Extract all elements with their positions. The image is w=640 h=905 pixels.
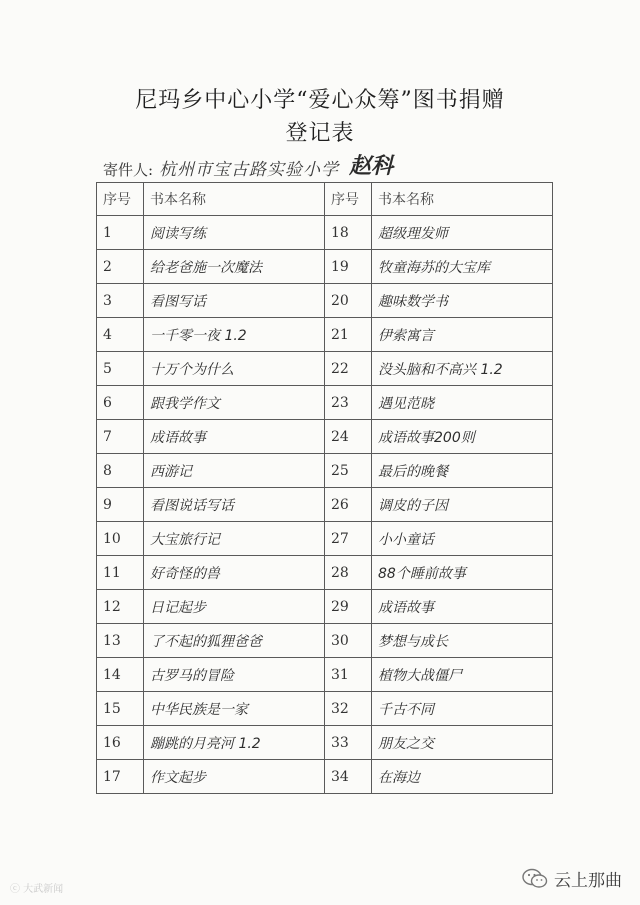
table-row	[97, 250, 553, 284]
row-number-left: 11	[97, 556, 144, 590]
wechat-icon	[522, 868, 548, 890]
row-number-right: 31	[325, 658, 372, 692]
row-number-right: 29	[325, 590, 372, 624]
book-title-right: 遇见范晓	[372, 386, 553, 420]
row-number-right: 27	[325, 522, 372, 556]
row-number-left: 14	[97, 658, 144, 692]
watermark-right	[522, 866, 622, 891]
table-row	[97, 522, 553, 556]
book-title-right: 在海边	[372, 760, 553, 794]
header-no-left: 序号	[97, 183, 144, 216]
book-title-left: 好奇怪的兽	[144, 556, 325, 590]
row-number-right: 34	[325, 760, 372, 794]
row-number-left: 3	[97, 284, 144, 318]
table-row	[97, 488, 553, 522]
row-number-left: 6	[97, 386, 144, 420]
sender-name: 赵科	[349, 154, 394, 179]
book-title-right: 梦想与成长	[372, 624, 553, 658]
table-row	[97, 386, 553, 420]
row-number-left: 16	[97, 726, 144, 760]
book-title-left: 中华民族是一家	[144, 692, 325, 726]
row-number-right: 19	[325, 250, 372, 284]
book-title-right: 朋友之交	[372, 726, 553, 760]
book-title-right: 最后的晚餐	[372, 454, 553, 488]
row-number-right: 20	[325, 284, 372, 318]
row-number-right: 32	[325, 692, 372, 726]
table-row	[97, 216, 553, 250]
book-title-left: 西游记	[144, 454, 325, 488]
book-title-left: 跟我学作文	[144, 386, 325, 420]
row-number-right: 26	[325, 488, 372, 522]
table-row	[97, 692, 553, 726]
book-title-right: 成语故事200则	[372, 420, 553, 454]
book-title-left: 给老爸施一次魔法	[144, 250, 325, 284]
table-header-row	[97, 183, 553, 216]
row-number-right: 23	[325, 386, 372, 420]
row-number-left: 15	[97, 692, 144, 726]
table-row	[97, 420, 553, 454]
book-title-right: 成语故事	[372, 590, 553, 624]
book-title-left: 古罗马的冒险	[144, 658, 325, 692]
book-title-right: 千古不同	[372, 692, 553, 726]
sender-label: 寄件人:	[103, 161, 154, 179]
table-row	[97, 284, 553, 318]
sender-line	[103, 152, 623, 180]
form-title: 尼玛乡中心小学“爱心众筹”图书捐赠	[135, 88, 505, 113]
table-row	[97, 454, 553, 488]
row-number-right: 22	[325, 352, 372, 386]
row-number-left: 8	[97, 454, 144, 488]
book-title-left: 了不起的狐狸爸爸	[144, 624, 325, 658]
table-row	[97, 624, 553, 658]
book-title-left: 作文起步	[144, 760, 325, 794]
book-title-right: 牧童海苏的大宝库	[372, 250, 553, 284]
row-number-left: 5	[97, 352, 144, 386]
table-row	[97, 318, 553, 352]
row-number-right: 25	[325, 454, 372, 488]
book-title-right: 没头脑和不高兴 1.2	[372, 352, 553, 386]
form-subtitle: 登记表	[285, 121, 355, 146]
book-title-left: 成语故事	[144, 420, 325, 454]
book-title-left: 大宝旅行记	[144, 522, 325, 556]
row-number-right: 18	[325, 216, 372, 250]
row-number-right: 33	[325, 726, 372, 760]
header-title-left: 书本名称	[144, 183, 325, 216]
row-number-left: 17	[97, 760, 144, 794]
watermark-right-text: 云上那曲	[554, 871, 622, 891]
book-title-left: 十万个为什么	[144, 352, 325, 386]
row-number-left: 7	[97, 420, 144, 454]
watermark-left: ⓒ 大武新闻	[10, 884, 64, 895]
sender-school: 杭州市宝古路实验小学	[159, 160, 340, 180]
book-title-left: 蹦跳的月亮河 1.2	[144, 726, 325, 760]
donation-table	[96, 182, 553, 794]
table-row	[97, 760, 553, 794]
book-title-right: 88个睡前故事	[372, 556, 553, 590]
row-number-left: 13	[97, 624, 144, 658]
row-number-left: 12	[97, 590, 144, 624]
header-title-right: 书本名称	[372, 183, 553, 216]
table-row	[97, 556, 553, 590]
table-row	[97, 726, 553, 760]
row-number-right: 28	[325, 556, 372, 590]
book-title-left: 看图写话	[144, 284, 325, 318]
book-title-left: 阅读写练	[144, 216, 325, 250]
row-number-left: 2	[97, 250, 144, 284]
row-number-right: 30	[325, 624, 372, 658]
table-row	[97, 590, 553, 624]
book-title-right: 趣味数学书	[372, 284, 553, 318]
book-title-right: 小小童话	[372, 522, 553, 556]
row-number-left: 10	[97, 522, 144, 556]
header-no-right: 序号	[325, 183, 372, 216]
row-number-left: 9	[97, 488, 144, 522]
table-row	[97, 658, 553, 692]
row-number-left: 1	[97, 216, 144, 250]
book-title-left: 日记起步	[144, 590, 325, 624]
book-title-left: 一千零一夜 1.2	[144, 318, 325, 352]
table-row	[97, 352, 553, 386]
book-title-right: 调皮的子因	[372, 488, 553, 522]
book-title-right: 植物大战僵尸	[372, 658, 553, 692]
book-title-left: 看图说话写话	[144, 488, 325, 522]
book-title-right: 伊索寓言	[372, 318, 553, 352]
row-number-left: 4	[97, 318, 144, 352]
row-number-right: 21	[325, 318, 372, 352]
book-title-right: 超级理发师	[372, 216, 553, 250]
row-number-right: 24	[325, 420, 372, 454]
